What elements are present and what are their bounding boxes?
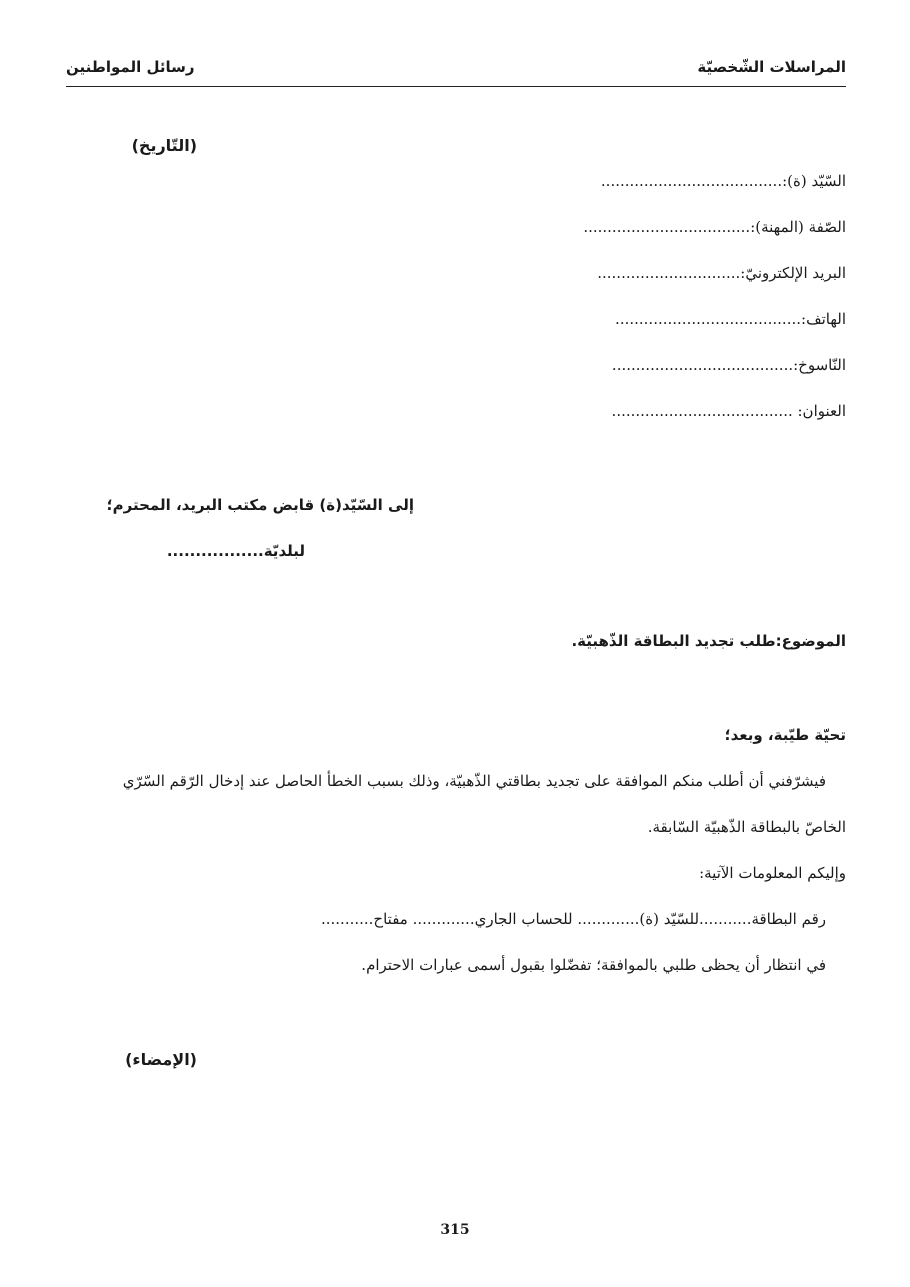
signature-placeholder: (الإمضاء) (125, 1050, 197, 1069)
body-paragraph-line-1: فيشرّفني أن أطلب منكم الموافقة على تجديد بطاقتي الذّهبيّة، وذلك بسبب الخطأ الحاصل عند إدخال الرّقم السّرّي (122, 772, 826, 790)
field-label: الصّفة (المهنة): (750, 218, 846, 236)
field-dots: ....................................... (615, 310, 802, 328)
sender-profession-field (583, 218, 846, 236)
field-label: البريد الإلكترونيّ: (740, 264, 846, 282)
closing-line: في انتظار أن يحظى طلبي بالموافقة؛ تفضّلوا بقبول أسمى عبارات الاحترام. (361, 956, 826, 974)
field-dots: ...................................... (611, 402, 793, 420)
date-placeholder: (التّاريخ) (131, 136, 197, 155)
body-paragraph-line-2: الخاصّ بالبطاقة الذّهبيّة السّابقة. (647, 818, 846, 836)
field-dots: ...................................... (611, 356, 794, 374)
info-line: رقم البطاقة...........للسّيّد (ة)............. للحساب الجاري............. مفتاح........... (320, 910, 826, 928)
chapter-title: رسائل المواطنين (66, 58, 195, 76)
field-dots: ................................... (583, 218, 751, 236)
info-intro: وإليكم المعلومات الآتية: (699, 864, 846, 882)
sender-fax-field (612, 356, 846, 374)
recipient-line: إلى السّيّد(ة) قابض مكتب البريد، المحترم؛ (106, 496, 414, 514)
field-label: السّيّد (ة): (782, 172, 846, 190)
greeting: تحيّة طيّبة، وبعد؛ (724, 726, 846, 744)
sender-address-field (612, 402, 846, 420)
sender-phone-field (615, 310, 846, 328)
page-header (66, 56, 846, 87)
sender-name-field (601, 172, 846, 190)
section-title: المراسلات الشّخصيّة (697, 58, 846, 76)
field-label: الهاتف: (801, 310, 846, 328)
sender-email-field (597, 264, 846, 282)
field-dots: ...................................... (600, 172, 783, 190)
subject-line: الموضوع:طلب تجديد البطاقة الذّهبيّة. (571, 632, 846, 650)
field-dots: .............................. (597, 264, 741, 282)
page-number: 315 (440, 1222, 470, 1238)
field-label: النّاسوخ: (793, 356, 846, 374)
municipality-line: لبلديّة................. (166, 542, 305, 560)
field-label: العنوان: (792, 402, 846, 420)
